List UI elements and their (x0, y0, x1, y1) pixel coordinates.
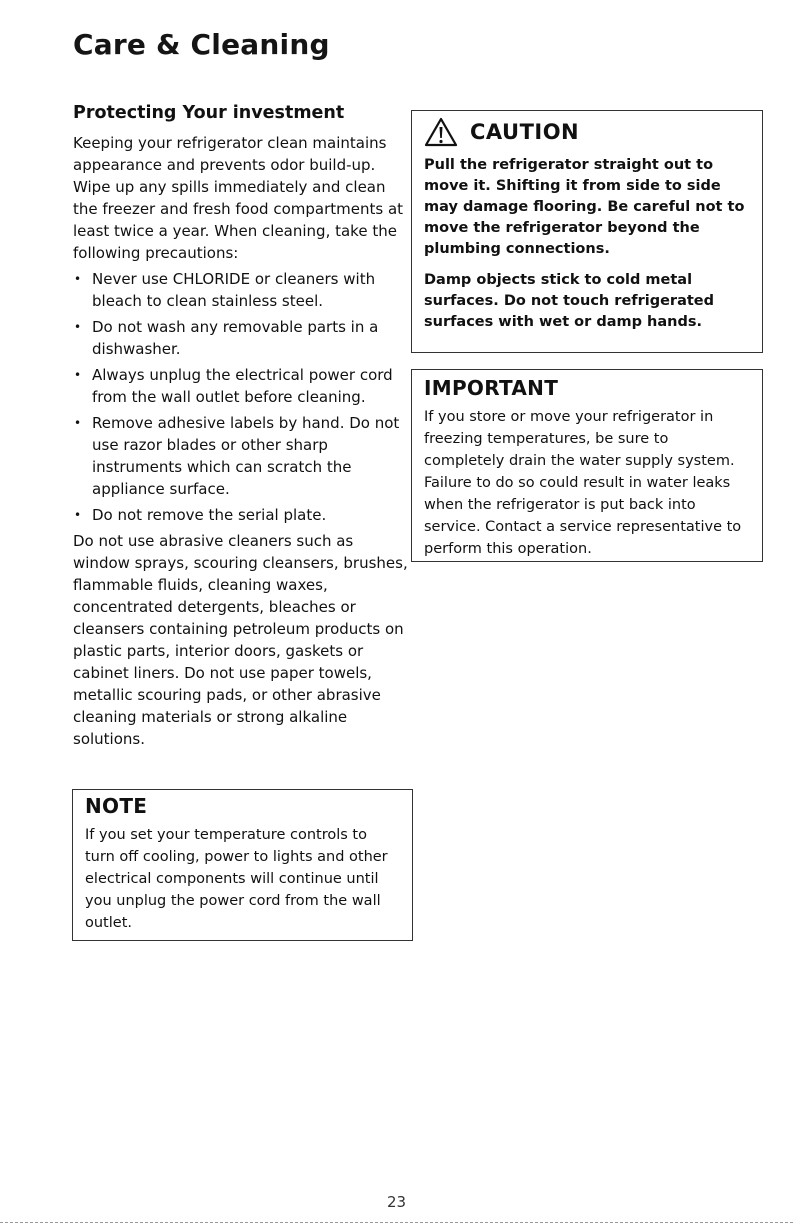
warning-triangle-icon (424, 117, 458, 147)
section-subheading: Protecting Your investment (73, 103, 345, 123)
list-item: • Never use CHLORIDE or cleaners with bleach to clean stainless steel. (73, 268, 413, 312)
left-column (73, 100, 413, 750)
caution-header (424, 117, 750, 147)
list-item: • Always unplug the electrical power cord from the wall outlet before cleaning. (73, 364, 413, 408)
important-text: If you store or move your refrigerator in freezing temperatures, be sure to completely drain the water supply system. Failure to do so could result in water leaks when the refrigerator is put back into service. Contact a service representative to perform this operation. (424, 409, 742, 557)
caution-title: CAUTION (470, 120, 580, 144)
caution-box (411, 110, 763, 353)
important-box (411, 369, 763, 562)
important-title: IMPORTANT (424, 376, 559, 400)
caution-paragraph: Pull the refrigerator straight out to move it. Shifting it from side to side may damage flooring. Be careful not to move the refrigerator beyond the plumbing connections. (424, 157, 745, 257)
page-title: Care & Cleaning (73, 28, 330, 61)
page-number: 23 (386, 1193, 407, 1211)
note-title: NOTE (85, 794, 148, 818)
abrasive-cleaners-paragraph: Do not use abrasive cleaners such as window sprays, scouring cleansers, brushes, flammable fluids, cleaning waxes, concentrated detergents, bleaches or cleansers containing petroleum products on plastic parts, interior doors, gaskets or cabinet liners. Do not use paper towels, metallic scouring pads, or other abrasive cleaning materials or strong alkaline solutions. (73, 532, 408, 748)
list-item: • Do not remove the serial plate. (73, 504, 413, 526)
intro-paragraph: Keeping your refrigerator clean maintains appearance and prevents odor build-up. Wipe up any spills immediately and clean the freezer and fresh food compartments at least twice a year. When cleaning, take the following precautions: (73, 134, 404, 262)
precautions-list (73, 268, 413, 526)
caution-paragraph: Damp objects stick to cold metal surfaces. Do not touch refrigerated surfaces with wet or damp hands. (424, 272, 715, 330)
bottom-divider (0, 1222, 793, 1223)
list-item: • Remove adhesive labels by hand. Do not use razor blades or other sharp instruments which can scratch the appliance surface. (73, 412, 413, 500)
list-item: • Do not wash any removable parts in a dishwasher. (73, 316, 413, 360)
note-text: If you set your temperature controls to turn off cooling, power to lights and other electrical components will continue until you unplug the power cord from the wall outlet. (85, 827, 388, 931)
note-box (72, 789, 413, 941)
